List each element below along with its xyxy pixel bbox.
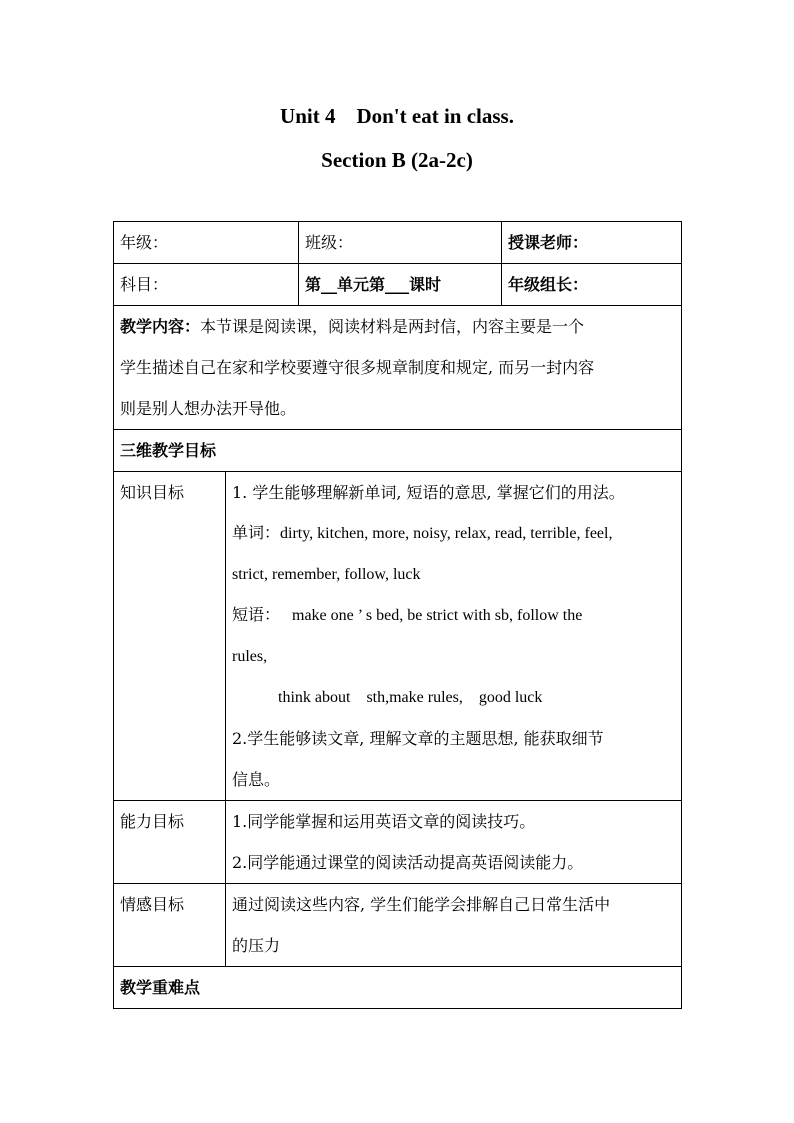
knowledge-cell: [226, 472, 682, 801]
grade-label: 年级：: [120, 233, 169, 252]
emotion-row: [114, 884, 682, 967]
knowledge-phrases-2: rules,: [232, 648, 268, 665]
subject-label: 科目：: [120, 275, 169, 294]
ability-label: 能力目标: [114, 801, 226, 884]
knowledge-phrases-1: 短语： make one ’ s bed, be strict with sb, follow the: [232, 607, 583, 624]
emotion-cell: [226, 884, 682, 967]
knowledge-words-1: 单词：dirty, kitchen, more, noisy, relax, read, terrible, feel,: [232, 525, 613, 542]
subject-cell: [114, 264, 299, 306]
content-text-2: 学生描述自己在家和学校要遵守很多规章制度和规定, 而另一封内容: [120, 358, 595, 377]
unit-lesson-label: 第__单元第___课时: [305, 275, 442, 294]
knowledge-row: [114, 472, 682, 801]
knowledge-line-2a: 2.学生能够读文章, 理解文章的主题思想, 能获取细节: [232, 729, 604, 748]
emotion-line-1: 通过阅读这些内容, 学生们能学会排解自己日常生活中: [232, 895, 611, 914]
emotion-line-2: 的压力: [232, 936, 281, 955]
unit-lesson-cell: [299, 264, 502, 306]
ability-line-2: 2.同学能通过课堂的阅读活动提高英语阅读能力。: [232, 853, 584, 872]
class-label: 班级：: [305, 233, 354, 252]
key-points-row: [114, 967, 682, 1009]
content-label: 教学内容：: [120, 317, 201, 336]
section-subtitle: Section B (2a-2c): [321, 148, 473, 172]
objectives-heading-row: [114, 430, 682, 472]
class-cell: [299, 222, 502, 264]
lesson-title: Unit 4 Don't eat in class.: [280, 104, 514, 128]
grade-cell: [114, 222, 299, 264]
knowledge-label: 知识目标: [114, 472, 226, 801]
content-cell: [114, 306, 682, 430]
content-text-3: 则是别人想办法开导他。: [120, 399, 297, 418]
ability-cell: [226, 801, 682, 884]
knowledge-line-2b: 信息。: [232, 770, 281, 789]
content-row: [114, 306, 682, 430]
ability-row: [114, 801, 682, 884]
teacher-cell: [502, 222, 682, 264]
emotion-label: 情感目标: [114, 884, 226, 967]
lesson-plan-table: [113, 221, 682, 1009]
header-row-2: [114, 264, 682, 306]
knowledge-words-2: strict, remember, follow, luck: [232, 566, 421, 583]
key-points-heading: 教学重难点: [114, 967, 682, 1009]
group-leader-cell: [502, 264, 682, 306]
knowledge-line-1: 1. 学生能够理解新单词, 短语的意思, 掌握它们的用法。: [232, 483, 625, 502]
knowledge-phrases-3: think about sth,make rules, good luck: [278, 689, 543, 706]
objectives-heading: 三维教学目标: [114, 430, 682, 472]
ability-line-1: 1.同学能掌握和运用英语文章的阅读技巧。: [232, 812, 536, 831]
group-leader-label: 年级组长：: [508, 275, 589, 294]
teacher-label: 授课老师：: [508, 233, 589, 252]
content-text-1: 本节课是阅读课，阅读材料是两封信，内容主要是一个: [200, 317, 585, 336]
header-row-1: [114, 222, 682, 264]
